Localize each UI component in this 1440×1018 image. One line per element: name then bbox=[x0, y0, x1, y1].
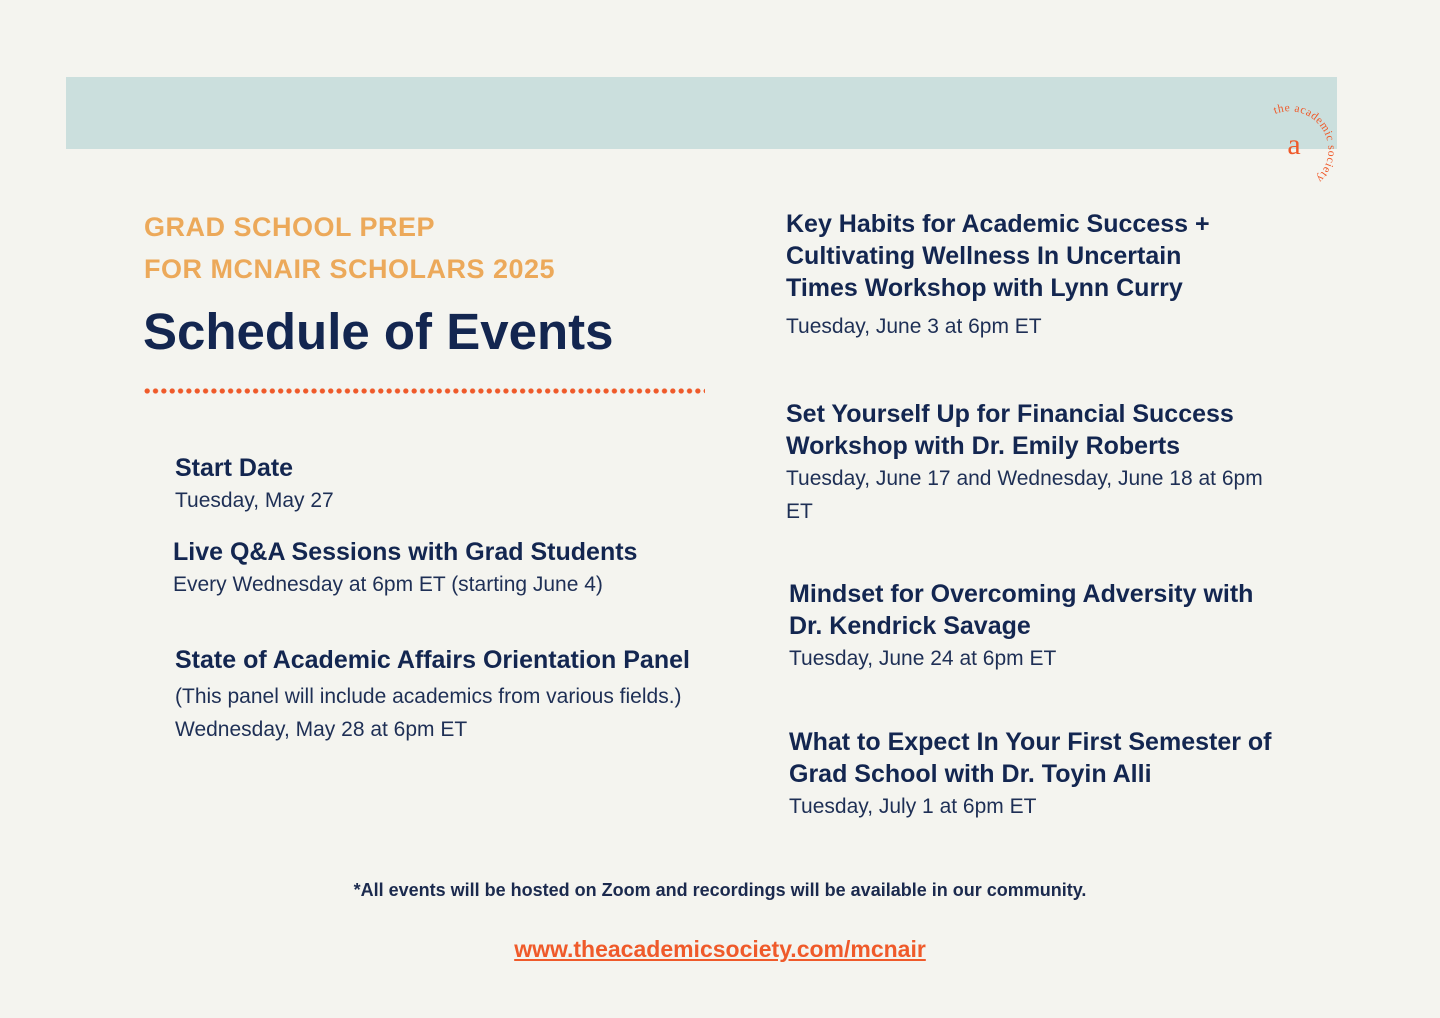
website-link[interactable]: www.theacademicsociety.com/mcnair bbox=[514, 936, 926, 962]
logo-letter: a bbox=[1287, 128, 1301, 161]
event-title: What to Expect In Your First Semester of Grad School with Dr. Toyin Alli bbox=[789, 728, 1272, 788]
event-first-semester bbox=[789, 726, 1299, 823]
event-financial-success bbox=[786, 398, 1286, 528]
event-date: Tuesday, June 3 at 6pm ET bbox=[786, 315, 1042, 338]
event-title: Live Q&A Sessions with Grad Students bbox=[173, 538, 638, 566]
dotted-divider bbox=[143, 388, 705, 394]
event-date: Tuesday, July 1 at 6pm ET bbox=[789, 795, 1037, 818]
event-title: Set Yourself Up for Financial Success Workshop with Dr. Emily Roberts bbox=[786, 400, 1234, 460]
event-live-qa bbox=[173, 536, 733, 601]
event-date: Tuesday, June 17 and Wednesday, June 18 at 6pm ET bbox=[786, 467, 1263, 523]
event-date: Every Wednesday at 6pm ET (starting June 4) bbox=[173, 573, 603, 596]
event-date: Wednesday, May 28 at 6pm ET bbox=[175, 718, 468, 741]
academic-society-logo bbox=[1262, 100, 1342, 196]
event-start-date bbox=[175, 452, 695, 517]
event-title: Start Date bbox=[175, 454, 294, 482]
event-mindset-adversity bbox=[789, 578, 1259, 675]
page-title: Schedule of Events bbox=[143, 303, 614, 360]
event-title: Mindset for Overcoming Adversity with Dr. Kendrick Savage bbox=[789, 580, 1254, 640]
footnote: *All events will be hosted on Zoom and recordings will be available in our community. bbox=[353, 880, 1087, 900]
kicker-line-1: GRAD SCHOOL PREP bbox=[144, 212, 436, 242]
logo-arc-text: the academic society bbox=[1271, 102, 1338, 185]
event-key-habits bbox=[786, 208, 1256, 343]
website-link-container bbox=[0, 936, 1440, 963]
event-orientation-panel bbox=[175, 644, 690, 746]
kicker-line-2: FOR MCNAIR SCHOLARS 2025 bbox=[144, 254, 556, 284]
header-banner bbox=[66, 77, 1337, 149]
svg-text:the academic society bbox=[1272, 102, 1337, 185]
event-title: State of Academic Affairs Orientation Panel bbox=[175, 646, 690, 674]
program-kicker bbox=[144, 206, 704, 290]
event-date: Tuesday, June 24 at 6pm ET bbox=[789, 647, 1057, 670]
event-description: (This panel will include academics from various fields.) bbox=[175, 685, 682, 708]
event-date: Tuesday, May 27 bbox=[175, 489, 334, 512]
event-title: Key Habits for Academic Success + Cultivating Wellness In Uncertain Times Workshop with Lynn Curry bbox=[786, 210, 1210, 302]
